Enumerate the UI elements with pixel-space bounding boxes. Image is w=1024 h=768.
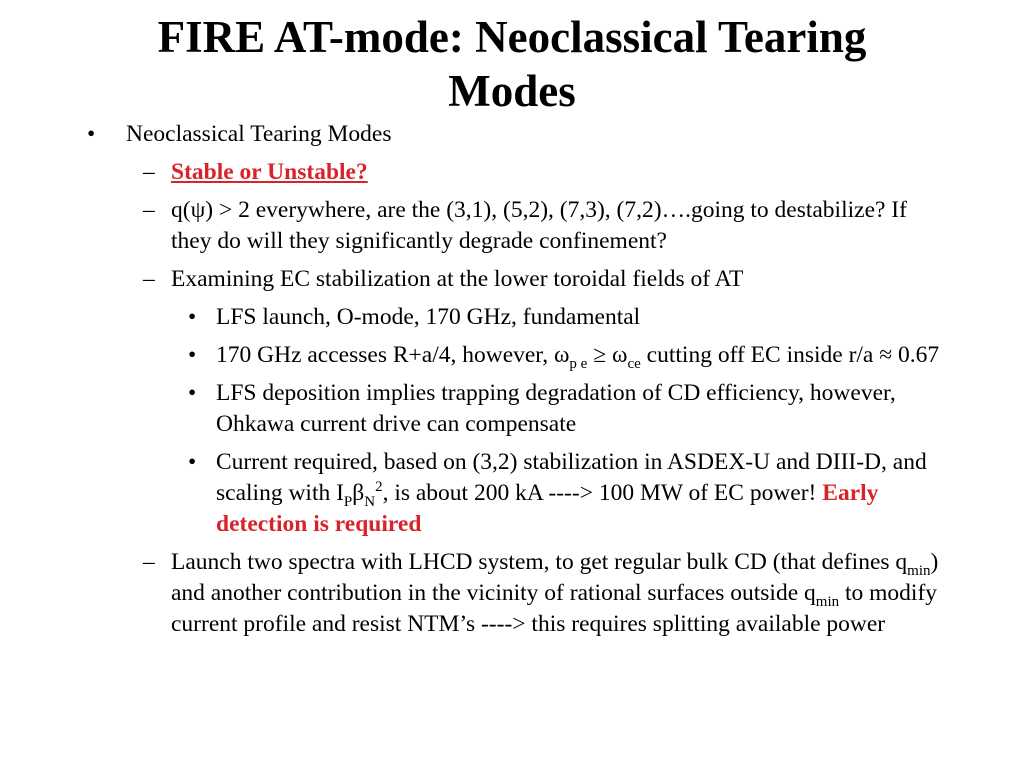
- stable-or-unstable-text: Stable or Unstable?: [171, 159, 368, 185]
- bullet-marker: •: [87, 121, 96, 147]
- ec-stabilization-text: Examining EC stabilization at the lower toroidal fields of AT: [171, 266, 744, 292]
- bullet-marker: •: [188, 342, 197, 368]
- access-text: [216, 340, 942, 371]
- qmin-subscript-1: min: [907, 563, 931, 579]
- lfs-launch-text: LFS launch, O-mode, 170 GHz, fundamental: [216, 304, 641, 330]
- slide-title-line-1: FIRE AT-mode: Neoclassical Tearing: [157, 12, 867, 62]
- omega-pe-subscript: p e: [569, 356, 588, 372]
- access-text-b: ≥ ω: [593, 342, 628, 368]
- lfs-deposition-text: LFS deposition implies trapping degradation of CD efficiency, however, Ohkawa current drive can compensate: [216, 380, 896, 437]
- qmin-subscript-2: min: [815, 594, 840, 610]
- subsubitem-current-required: [188, 447, 942, 540]
- bullet-ntm: [87, 119, 986, 150]
- dash-marker: –: [143, 266, 155, 292]
- bullet-marker: •: [188, 380, 197, 406]
- access-text-a: 170 GHz accesses R+a/4, however, ω: [216, 342, 570, 368]
- q-psi-text: q(ψ) > 2 everywhere, are the (3,1), (5,2), (7,3), (7,2)….going to destabilize? If they do will they significantly degrade confinement?: [171, 197, 907, 254]
- subitem-stable-or-unstable: [143, 157, 941, 188]
- launch-text-a: Launch two spectra with LHCD system, to get regular bulk CD (that defines q: [171, 549, 908, 575]
- bullet-marker: •: [188, 304, 197, 330]
- slide-title: [60, 10, 964, 118]
- current-text-a: Current required, based on (3,2) stabilization in ASDEX-U and DIII-D, and scaling with I: [216, 449, 927, 506]
- dash-marker: –: [143, 159, 155, 185]
- launch-text-b: ) and another contribution in the vicinity of rational surfaces outside q: [171, 549, 939, 606]
- launch-text: [171, 547, 941, 640]
- bullet-ntm-text: Neoclassical Tearing Modes: [126, 121, 392, 147]
- slide-title-line-2: Modes: [448, 66, 576, 116]
- beta-n-superscript: 2: [375, 479, 383, 495]
- ip-subscript: P: [343, 494, 353, 510]
- subsubitem-170ghz-access: [188, 340, 942, 372]
- omega-ce-subscript: ce: [627, 356, 641, 372]
- subsubitem-lfs-launch: [188, 302, 942, 333]
- current-text-c: , is about 200 kA ----> 100 MW of EC power!: [382, 480, 823, 506]
- dash-marker: –: [143, 549, 155, 575]
- subitem-q-psi: [143, 195, 941, 257]
- beta-n-subscript: N: [364, 494, 376, 510]
- dash-marker: –: [143, 197, 155, 223]
- current-required-text: [216, 447, 942, 540]
- current-text-b: β: [352, 480, 365, 506]
- subitem-launch-two-spectra: [143, 547, 941, 640]
- subsubitem-lfs-deposition: [188, 378, 942, 440]
- subitem-ec-stabilization: [143, 264, 941, 295]
- early-detection-text: Early detection is required: [216, 480, 879, 537]
- access-text-c: cutting off EC inside r/a ≈ 0.67: [640, 342, 940, 368]
- slide-body: [0, 119, 1024, 647]
- launch-text-c: to modify current profile and resist NTM’s ----> this requires splitting available power: [171, 580, 938, 637]
- bullet-marker: •: [188, 449, 197, 475]
